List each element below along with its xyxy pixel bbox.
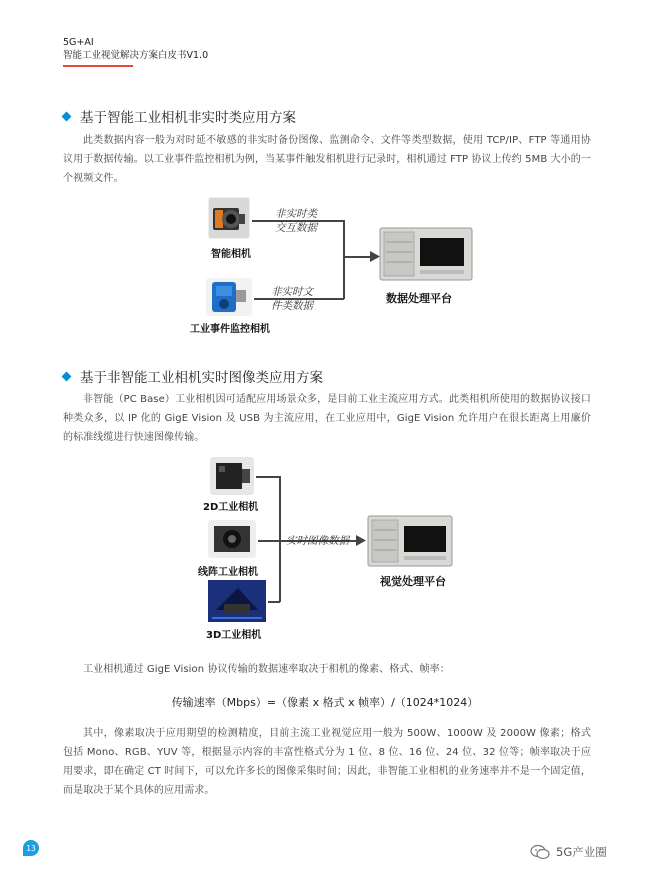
section2-paragraph: 非智能（PC Base）工业相机因可适配应用场景众多，是目前工业主流应用方式。此类相机所使用的数据协议接口种类众多，以 IP 化的 GigE Vision 及 USB 为主流应用，在工业应用中，GigE Vision 允许用户在很长距离上用廉价的标准线缆进行快速图像传输。 [63, 394, 591, 443]
camera-2d-icon [210, 457, 254, 495]
header-line1: 5G+AI [63, 37, 94, 48]
camera-line-image [208, 520, 256, 558]
connector-line [256, 476, 280, 478]
camera-3d-image [208, 580, 266, 622]
watermark [530, 844, 607, 860]
label-line: 非实时文 [271, 286, 313, 298]
camera-2d-caption: 2D工业相机 [203, 502, 259, 513]
arrow-right-icon [356, 535, 366, 546]
section2-intro: 工业相机通过 GigE Vision 协议传输的数据速率取决于相机的像素、格式、帧率： [83, 664, 450, 675]
rate-formula: 传输速率（Mbps）=（像素 x 格式 x 帧率）/（1024*1024） [171, 696, 479, 709]
camera-3d-caption: 3D工业相机 [206, 630, 262, 641]
page-number: 13 [23, 840, 39, 856]
section2-paragraph2: 其中，像素取决于应用期望的检测精度，目前主流工业视觉应用一般为 500W、1000W 及 2000W 像素；格式包括 Mono、RGB、YUV 等，根据显示内容的丰富性格式分为 1 位、8 位、16 位、24 位、32 位等；帧率取决于应用要求，即在确定 CT 时间下，可以允许多长的图像采集时间；因此，非智能工业相机的业务速率并不是一个固定值，而是取决于某个具体的应用需求。 [63, 728, 591, 796]
camera-3d-icon [208, 580, 266, 622]
camera-line-caption: 线阵工业相机 [198, 567, 258, 578]
label-line: 非实时类 [275, 208, 317, 220]
section1-paragraph: 此类数据内容一般为对时延不敏感的非实时备份图像、监测命令、文件等类型数据，使用 TCP/IP、FTP 等通用协议用于数据传输。以工业事件监控相机为例，当某事件触发相机进行记录时，相机通过 FTP 协议上传约 5MB 大小的一个视频文件。 [63, 135, 591, 184]
event-camera-caption: 工业事件监控相机 [190, 324, 270, 335]
wechat-icon [530, 844, 550, 860]
connector-line [258, 540, 280, 542]
section1-title-text: 基于智能工业相机非实时类应用方案 [80, 110, 296, 126]
label-line: 交互数据 [275, 222, 317, 234]
header-title: 智能工业视觉解决方案白皮书V1.0 [63, 50, 209, 61]
connector-line [279, 476, 281, 602]
vision-platform-caption: 视觉处理平台 [380, 575, 446, 588]
section2-title-text: 基于非智能工业相机实时图像类应用方案 [80, 370, 323, 386]
smart-camera-caption: 智能相机 [211, 249, 251, 260]
data-platform-caption: 数据处理平台 [386, 292, 452, 305]
server-image [366, 514, 454, 568]
watermark-text: 5G产业圈 [556, 845, 607, 859]
camera-line-icon [208, 520, 256, 558]
label-realtime-image: 实时图像数据 [286, 535, 349, 547]
server-icon [366, 514, 454, 568]
label-line: 件类数据 [271, 300, 313, 312]
camera-2d-image [210, 457, 254, 495]
